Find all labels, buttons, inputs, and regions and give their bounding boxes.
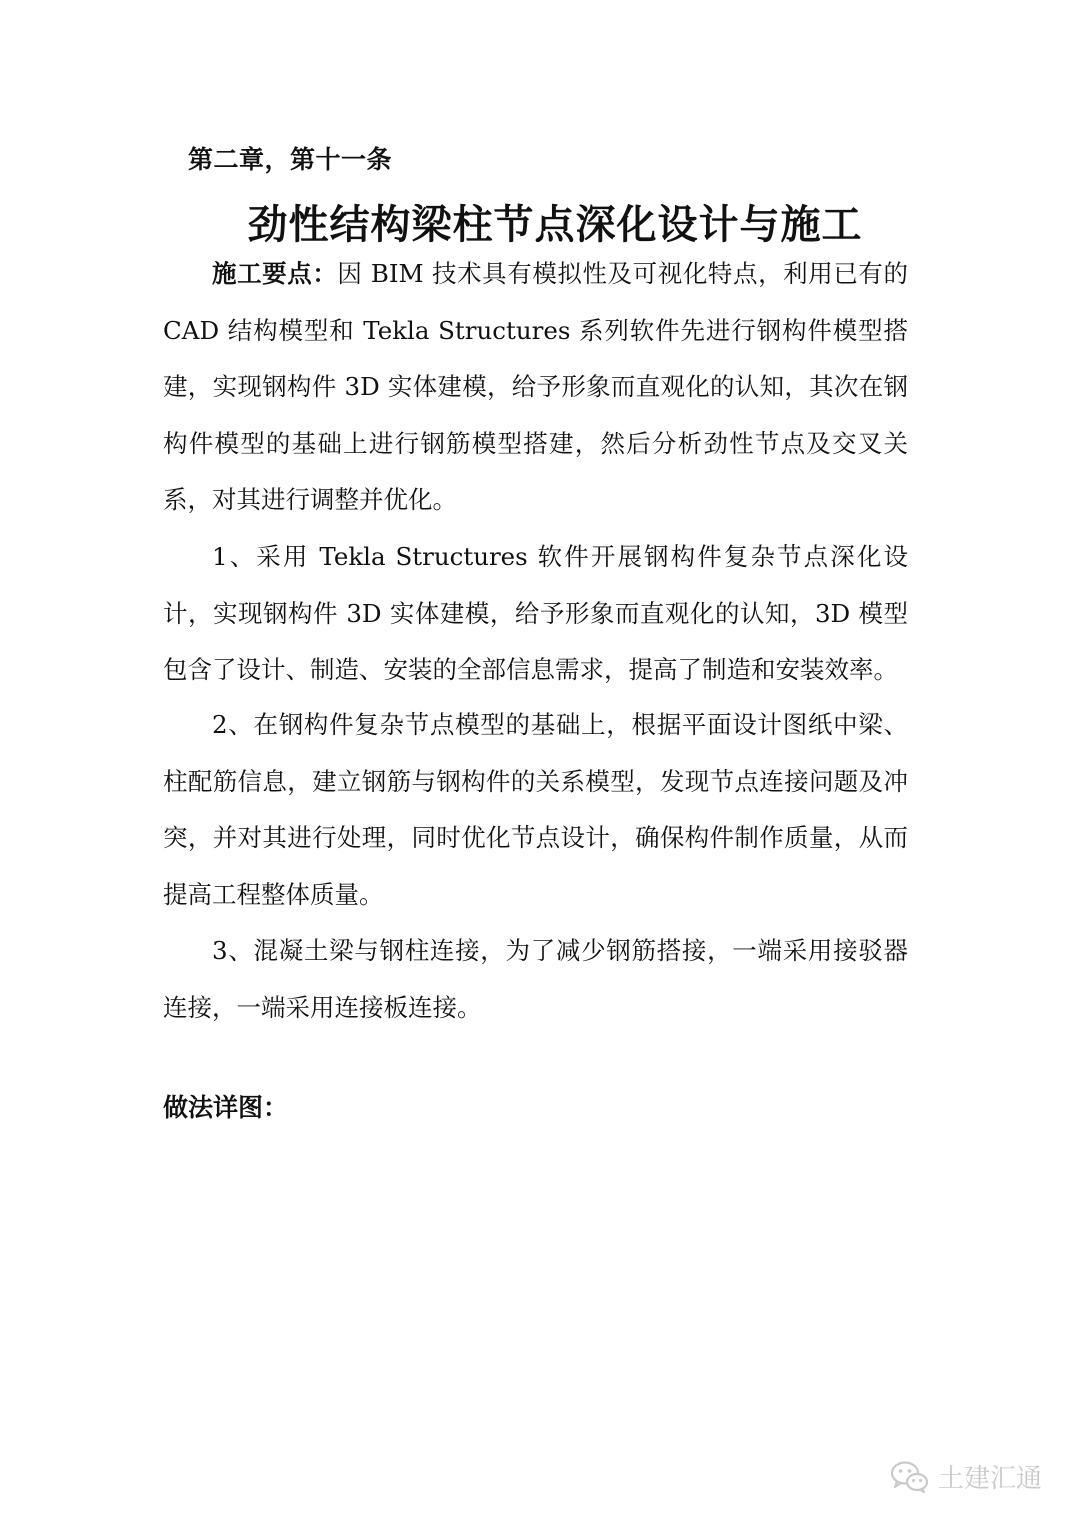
watermark-text: 土建汇通 xyxy=(937,1464,1042,1494)
watermark xyxy=(890,1458,1042,1495)
point-1: 1、采用 Tekla Structures 软件开展钢构件复杂节点深化设计，实现钢构件 3D 实体建模，给予形象而直观化的认知，3D 模型包含了设计、制造、安装的全部信息需求，提高了制造和安装效率。 xyxy=(163,542,908,684)
chapter-label: 第二章，第十一条 xyxy=(188,145,393,174)
detail-drawing-heading: 做法详图： xyxy=(163,1093,289,1122)
intro-paragraph xyxy=(163,246,908,529)
point-3: 3、混凝土梁与钢柱连接，为了减少钢筋搭接，一端采用接驳器连接，一端采用连接板连接。 xyxy=(163,936,908,1022)
page-title: 劲性结构梁柱节点深化设计与施工 xyxy=(247,202,863,248)
point-2: 2、在钢构件复杂节点模型的基础上，根据平面设计图纸中梁、柱配筋信息，建立钢筋与钢构件的关系模型，发现节点连接问题及冲突，并对其进行处理，同时优化节点设计，确保构件制作质量，从而提高工程整体质量。 xyxy=(163,710,908,909)
intro-lead: 施工要点： xyxy=(212,259,338,288)
intro-text: 因 BIM 技术具有模拟性及可视化特点，利用已有的 CAD 结构模型和 Tekla Structures 系列软件先进行钢构件模型搭建，实现钢构件 3D 实体建模，给予形象而直观化的认知，其次在钢构件模型的基础上进行钢筋模型搭建，然后分析劲性节点及交叉关系，对其进行调整并优化。 xyxy=(163,259,909,514)
wechat-icon xyxy=(890,1460,930,1494)
